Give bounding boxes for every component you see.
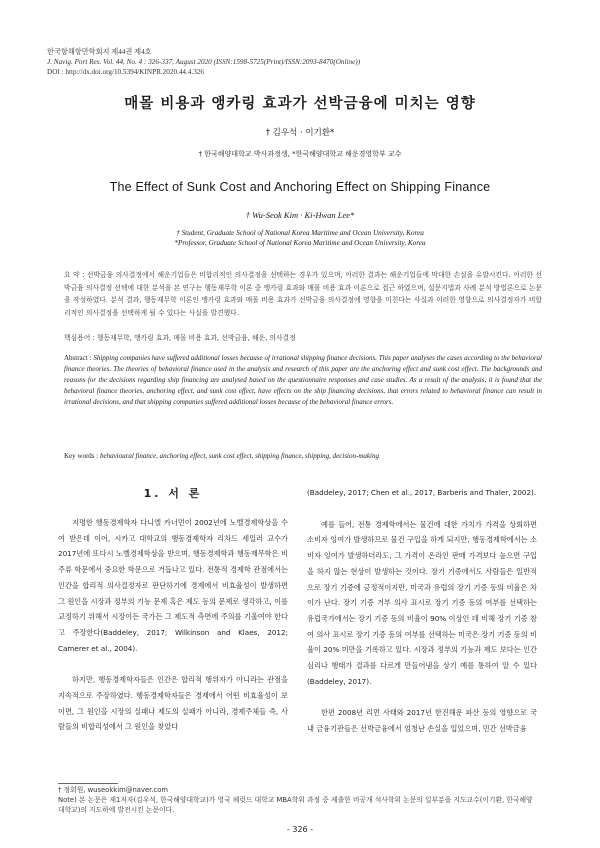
footnote-note: Note) 본 논문은 제1저자(김우석, 한국해양대학교)가 영국 헤럿드 대학교 MBA학위 과정 중 제출한 비공개 석사학위 논문의 일부분을 지도교수(이기환, 한국해양대학교)의 지도하에 발전시킨 논문이다. — [58, 796, 533, 814]
keywords-english-label: Key words : — [64, 452, 99, 460]
paper-title-korean: 매몰 비용과 앵카링 효과가 선박금융에 미치는 영향 — [124, 96, 476, 112]
right-paragraph-2: 한편 2008년 리먼 사태와 2017년 한진해운 파산 등의 영향으로 국내 금융기관들은 선박금융에서 엄청난 손실을 입었으며, 민간 선박금융 — [307, 708, 537, 734]
right-continuation: (Baddeley, 2017; Chen et al., 2017, Barberis and Thaler, 2002). — [307, 488, 537, 497]
affiliation-korean: † 한국해양대학교 박사과정생, *한국해양대학교 해운경영학부 교수 — [198, 150, 402, 158]
keywords-english — [64, 452, 542, 460]
authors-korean: † 김우석 · 이기환* — [265, 128, 335, 138]
footnote-corresponding-author: † 정회원, wuseokkim@naver.com — [58, 786, 169, 794]
journal-header — [47, 47, 360, 77]
keywords-english-text: behavioural finance, anchoring effect, sunk cost effect, shipping finance, shipping, decision-making — [99, 452, 379, 460]
abstract-english-label: Abstract : — [64, 354, 92, 362]
abstract-english — [64, 353, 542, 408]
journal-name: 한국항해항만학회지 제44권 제4호 — [47, 48, 152, 56]
authors-english: † Wu-Seok Kim · Ki-Hwan Lee* — [245, 210, 355, 220]
footnotes — [58, 785, 538, 815]
section-heading-introduction: 1. 서 론 — [143, 487, 203, 500]
abstract-korean-text: 선박금융 의사결정에서 해운기업들은 비합리적인 의사결정을 선택하는 경우가 있으며, 이러한 결과는 해운기업들에 막대한 손실을 유발시킨다. 이러한 선박금융 의사결정 선택에 대한 분석을 본 연구는 행동재무학 이론 중 앵카링 효과와 매몰 비용 효과 이론으로 접근 하였으며, 설문지법과 사례 분석 방법론으로 논문을 작성하였다. 분석 결과, 행동재무학 이론인 앵카링 효과와 매몰 비용 효과가 선박금융 의사결정에 영향을 미친다는 사실과 이러한 영향으로 의사결정자가 비합리적인 의사결정을 선택하게 될 수 있다는 사실을 발견했다. — [64, 271, 542, 317]
journal-doi[interactable]: DOI : http://dx.doi.org/10.5394/KINPR.2020.44.4.326 — [47, 68, 204, 76]
abstract-korean — [64, 269, 542, 319]
affiliation-english-professor: *Professor, Graduate School of National Korea Maritime and Ocean University, Korea — [174, 239, 426, 247]
journal-citation-text: J. Navig. Port Res. Vol. 44, No. 4 : 326-337, August 2020 (ISSN:1598-5725(Print)/ISSN:2093-8470(Online)) — [47, 58, 361, 66]
journal-citation — [47, 57, 360, 67]
affiliation-english — [0, 228, 600, 248]
right-paragraph-1: 예를 들어, 전통 경제학에서는 물건에 대한 가치가 가격을 상회하면 소비자 잉여가 발생하므로 물건 구입을 하게 되지만, 행동경제학에서는 소비자 잉여가 발생하더라도, 그 가격이 온라인 판매 가격보다 높으면 구입을 하지 않는 현상이 발생하는 것이다. 장기 기증에서도 사람들은 일반적으로 장기 기증에 긍정적이지만, 미국과 유럽의 장기 기증 동의 비율은 차이가 난다. 장기 기증 거부 의사 표시로 장기 기증 동의 여부를 선택하는 유럽국가에서는 장기 기증 동의 비율이 90% 이상인 데 비해 장기 기증 참여 의사 표시로 장기 기증 동의 여부를 선택하는 미국은 장기 기증 동의 비율이 20% 미만을 기록하고 있다. 시장과 정부의 기능과 제도 보다는 인간 심리나 행태가 결과를 다르게 만들어냄을 상기 예를 통하여 알 수 있다(Baddeley, 2017). — [307, 519, 537, 686]
left-column — [58, 515, 288, 735]
right-column — [307, 485, 537, 737]
footnote-divider — [58, 783, 118, 784]
left-paragraph-1: 지명한 행동경제학자 다니엘 카너먼이 2002년에 노벨경제학상을 수여 받은데 이어, 시카고 대학교의 행동경제학자 리차드 세일러 교수가 2017년에 또다시 노벨경제학상을 받으며, 행동경제학과 행동재무학은 비주류 학문에서 중요한 학문으로 거듭나고 있다. 전통적 경제학 관점에서는 인간을 합리적 의사결정자로 판단하기에 경제에서 비효율성이 발생하면 그 원인을 시장과 정부의 기능 문제 혹은 제도 등의 문제로 생각하고, 이를 교정하기 위해서 시장이든 국가든 그 제도적 측면에 주의를 기울여야 한다고 주장한다(Baddeley, 2017; Wilkinson and Klaes, 2012; Camerer et al., 2004). — [58, 518, 288, 653]
abstract-english-text: Shipping companies have suffered additional losses because of irrational shipping finance decisions. This paper analyses the cases according to the behavioral finance theories. The theories of behavioral finance used in the analysis and research of this paper are the anchoring effect and sunk cost effect. The backgrounds and reasons for the decisions regarding ship financing are analysed based on the questionnaire responses and case studies. As a result of the analysis, it is found that the behavioral finance theories, anchoring effect, and sunk cost effect, have effects on the ship financing decisions, that errors related to behavioral finance can result in irrational decisions, and that shipping companies suffered additional losses because of the behavioral finance errors. — [64, 354, 542, 406]
paper-title-english: The Effect of Sunk Cost and Anchoring Effect on Shipping Finance — [109, 180, 491, 194]
abstract-korean-label: 요 약 : — [64, 271, 85, 279]
page-number: - 326 - — [286, 825, 314, 834]
left-paragraph-2: 하지만, 행동경제학자들은 인간은 합리적 행위자가 아니라는 관점을 지속적으로 주장하였다. 행동경제학자들은 경제에서 어떤 비효율성이 보이면, 그 원인을 시장의 실패나 제도의 실패가 아니라, 경제주체들 즉, 사람들의 비합리성에서 그 원인을 찾았다 — [58, 675, 288, 732]
keywords-korean: 핵심용어 : 행동재무학, 앵카링 효과, 매몰 비용 효과, 선박금융, 해운, 의사결정 — [64, 334, 296, 342]
affiliation-english-student: † Student, Graduate School of National Korea Maritime and Ocean University, Korea — [176, 229, 424, 237]
